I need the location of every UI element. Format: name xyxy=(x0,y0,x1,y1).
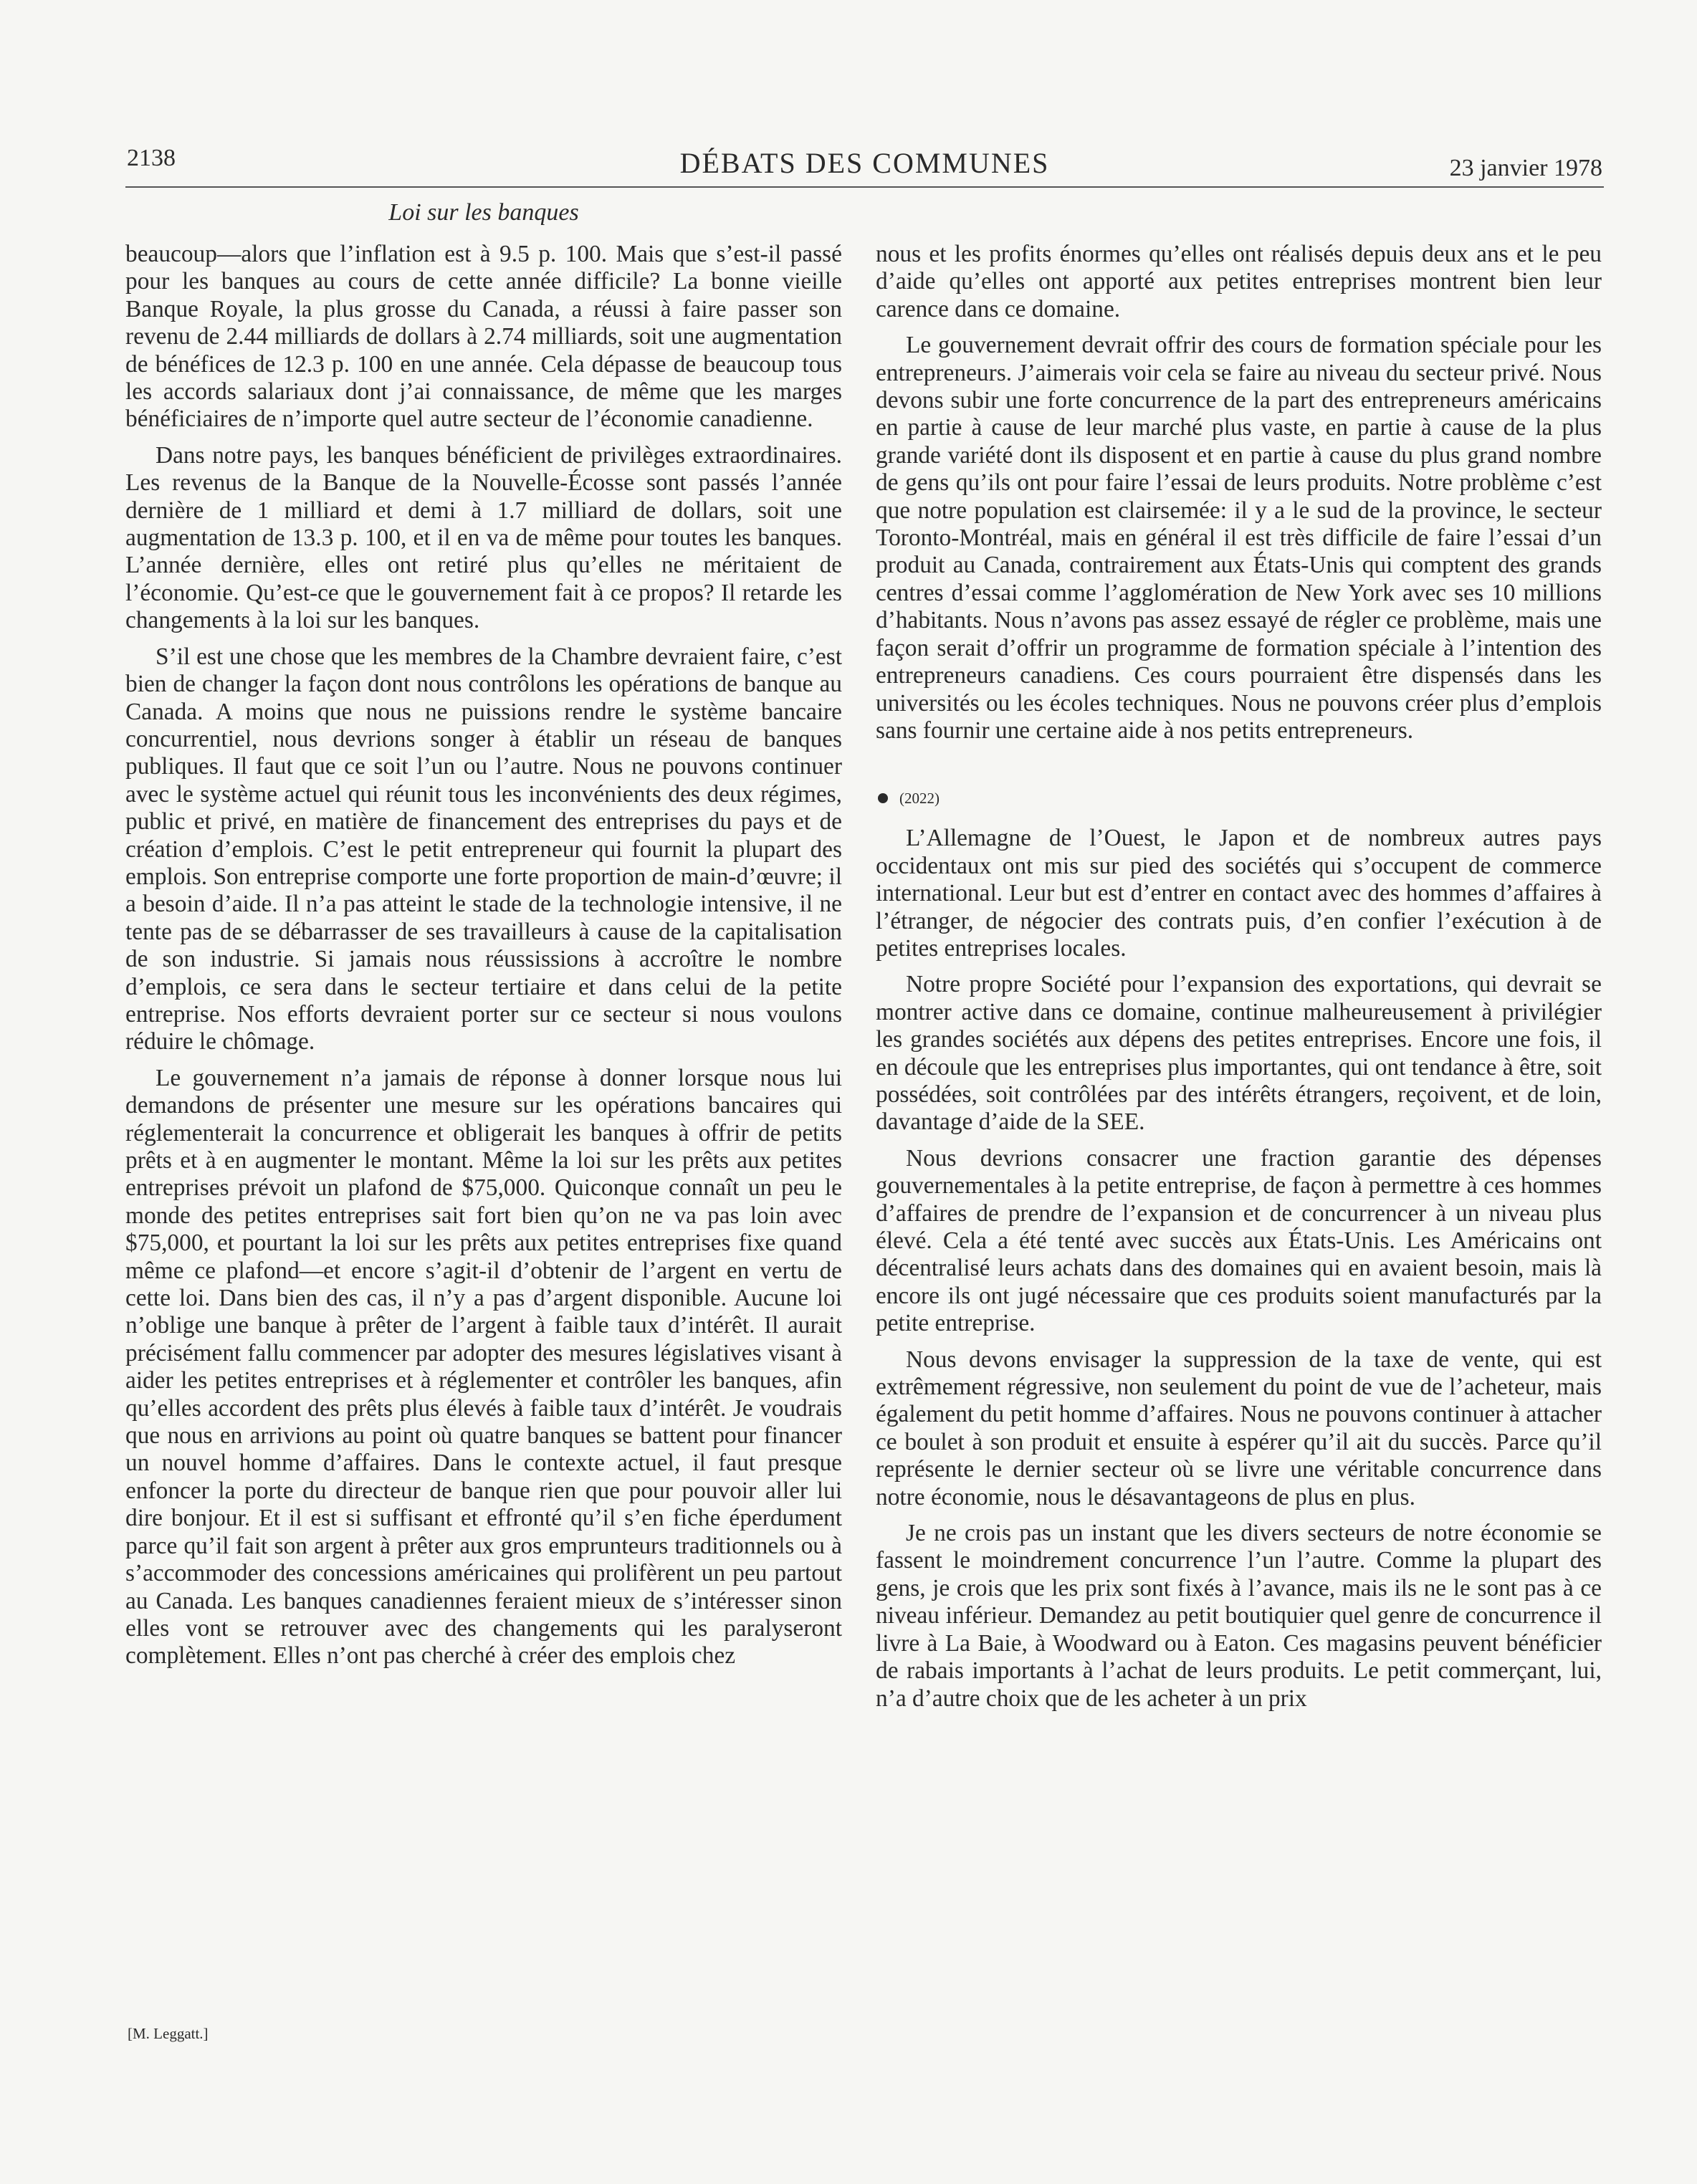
paragraph: Je ne crois pas un instant que les divers secteurs de notre économie se fassent le moindrement concurrence l’un l’autre. Comme la plupart des gens, je crois que les prix sont fixés à l’avance, mais ils ne le sont pas à ce niveau inférieur. Demandez au petit boutiquier quel genre de concurrence il livre à La Baie, à Woodward ou à Eaton. Ces magasins peuvent bénéficier de rabais importants à l’achat de leurs produits. Le petit commerçant, lui, n’a d’autre choix que de les acheter à un prix xyxy=(876,1520,1602,1712)
speaker-attribution: [M. Leggatt.] xyxy=(128,2025,209,2042)
right-column xyxy=(876,241,1602,1713)
left-column xyxy=(125,241,842,1670)
paragraph: beaucoup—alors que l’inflation est à 9.5 p. 100. Mais que s’est-il passé pour les banques au cours de cette année difficile? La bonne vieille Banque Royale, la plus grosse du Canada, a réussi à faire passer son revenu de 2.44 milliards de dollars à 2.74 milliards, soit une augmentation de bénéfices de 12.3 p. 100 en une année. Cela dépasse de beaucoup tous les accords salariaux dont j’ai connaissance, de même que les marges bénéficiaires de n’importe quel autre secteur de l’économie canadienne. xyxy=(125,241,842,433)
issue-date: 23 janvier 1978 xyxy=(1449,155,1602,181)
paragraph: Notre propre Société pour l’expansion des exportations, qui devrait se montrer active dans ce domaine, continue malheureusement à privilégier les grandes sociétés aux dépens des petites entreprises. Encore une fois, il en découle que les entreprises plus importantes, qui ont tendance à être, soit possédées, soit contrôlées par des intérêts étrangers, reçoivent, et de loin, davantage d’aide de la SEE. xyxy=(876,971,1602,1136)
paragraph: Le gouvernement devrait offrir des cours de formation spéciale pour les entrepreneurs. J’aimerais voir cela se faire au niveau du secteur privé. Nous devons subir une forte concurrence de la part des entrepreneurs américains en partie à cause de leur marché plus vaste, en partie à cause de la plus grande variété dont ils disposent et en partie à cause du plus grand nombre de gens qu’ils ont pour faire l’essai de leurs produits. Notre problème c’est que notre population est clairsemée: il y a le sud de la province, le secteur Toronto-Montréal, mais en général il est très difficile de faire l’essai d’un produit au Canada, contrairement aux États-Unis qui comptent des grands centres d’essai comme l’agglomération de New York avec ses 10 millions d’habitants. Nous n’avons pas assez essayé de régler ce problème, mais une façon serait d’offrir un programme de formation spéciale à l’intention des entrepreneurs canadiens. Ces cours pourraient être dispensés dans les universités ou les écoles techniques. Nous ne pouvons créer plus d’emplois sans fournir une certaine aide à nos petits entrepreneurs. xyxy=(876,332,1602,744)
time-marker-label: (2022) xyxy=(899,790,940,808)
page-header xyxy=(125,140,1604,188)
paragraph: nous et les profits énormes qu’elles ont réalisés depuis deux ans et le peu d’aide qu’elles ont apporté aux petites entreprises montrent bien leur carence dans ce domaine. xyxy=(876,241,1602,322)
page-number: 2138 xyxy=(127,145,176,171)
running-title: Loi sur les banques xyxy=(388,199,579,226)
paragraph: Le gouvernement n’a jamais de réponse à donner lorsque nous lui demandons de présenter une mesure sur les opérations bancaires qui réglementerait la concurrence et obligerait les banques à offrir de petits prêts et à en augmenter le montant. Même la loi sur les prêts aux petites entreprises prévoit un plafond de $75,000. Quiconque connaît un peu le monde des petites entreprises sait fort bien qu’on ne va pas loin avec $75,000, et pourtant la loi sur les prêts aux petites entreprises fixe quand même ce plafond—et encore s’agit-il d’obtenir de l’argent en vertu de cette loi. Dans bien des cas, il n’y a pas d’argent disponible. Aucune loi n’oblige une banque à prêter de l’argent à faible taux d’intérêt. Il aurait précisément fallu commencer par adopter des mesures législatives visant à aider les petites entreprises et à réglementer et contrôler les banques, afin qu’elles accordent des prêts plus élevés à faible taux d’intérêt. Je voudrais que nous en arrivions au point où quatre banques se battent pour financer un nouvel homme d’affaires. Dans le contexte actuel, il faut presque enfoncer la porte du directeur de banque rien que pour pouvoir aller lui dire bonjour. Et il est si suffisant et effronté qu’il s’en fiche éperdument parce qu’il fait son argent à prêter aux gros emprunteurs traditionnels ou à s’accommoder des concessions américaines qui prolifèrent un peu partout au Canada. Les banques canadiennes feraient mieux de s’intéresser sinon elles vont se retrouver avec des changements qui les paralyseront complètement. Elles n’ont pas cherché à créer des emplois chez xyxy=(125,1064,842,1670)
paragraph: S’il est une chose que les membres de la Chambre devraient faire, c’est bien de changer la façon dont nous contrôlons les opérations de banque au Canada. A moins que nous ne puissions rendre le système bancaire concurrentiel, nous devrions songer à établir un réseau de banques publiques. Il faut que ce soit l’un ou l’autre. Nous ne pouvons continuer avec le système actuel qui réunit tous les inconvénients des deux régimes, public et privé, en matière de financement des entreprises du pays et de création d’emplois. C’est le petit entrepreneur qui fournit la plupart des emplois. Son entreprise comporte une forte proportion de main-d’œuvre; il a besoin d’aide. Il n’a pas atteint le stade de la technologie intensive, il ne tente pas de se débarrasser de ses travailleurs à cause de la capitalisation de son industrie. Si jamais nous réussissions à accroître le nombre d’emplois, ce sera dans le secteur tertiaire et dans celui de la petite entreprise. Nos efforts devraient porter sur ce secteur si nous voulons réduire le chômage. xyxy=(125,643,842,1055)
time-marker xyxy=(876,789,1602,808)
paragraph: Nous devons envisager la suppression de la taxe de vente, qui est extrêmement régressive, non seulement du point de vue de l’acheteur, mais également du petit homme d’affaires. Nous ne pouvons continuer à attacher ce boulet à son produit et ensuite à espérer qu’il ait du succès. Parce qu’il représente le dernier secteur où se livre une véritable concurrence dans notre économie, nous le désavantageons de plus en plus. xyxy=(876,1346,1602,1510)
paragraph: L’Allemagne de l’Ouest, le Japon et de nombreux autres pays occidentaux ont mis sur pied des sociétés qui s’occupent de commerce international. Leur but est d’entrer en contact avec des hommes d’affaires à l’étranger, de négocier des contrats puis, d’en confier l’exécution à de petites entreprises locales. xyxy=(876,825,1602,962)
paragraph: Nous devrions consacrer une fraction garantie des dépenses gouvernementales à la petite entreprise, de façon à permettre à ces hommes d’affaires de prendre de l’expansion et de concurrencer à un niveau plus élevé. Cela a été tenté avec succès aux États-Unis. Les Américains ont décentralisé leurs achats dans des domaines qui en avaient besoin, mais là encore ils ont jugé nécessaire que ces produits soient manufacturés par la petite entreprise. xyxy=(876,1144,1602,1337)
bullet-icon xyxy=(878,793,888,803)
publication-title: DÉBATS DES COMMUNES xyxy=(679,147,1050,179)
paragraph: Dans notre pays, les banques bénéficient de privilèges extraordinaires. Les revenus de la Banque de la Nouvelle-Écosse sont passés l’année dernière de 1 milliard et demi à 1.7 milliard de dollars, soit une augmentation de 13.3 p. 100, et il en va de même pour toutes les banques. L’année dernière, elles ont retiré plus qu’elles ne méritaient de l’économie. Qu’est-ce que le gouvernement fait à ce propos? Il retarde les changements à la loi sur les banques. xyxy=(125,441,842,634)
